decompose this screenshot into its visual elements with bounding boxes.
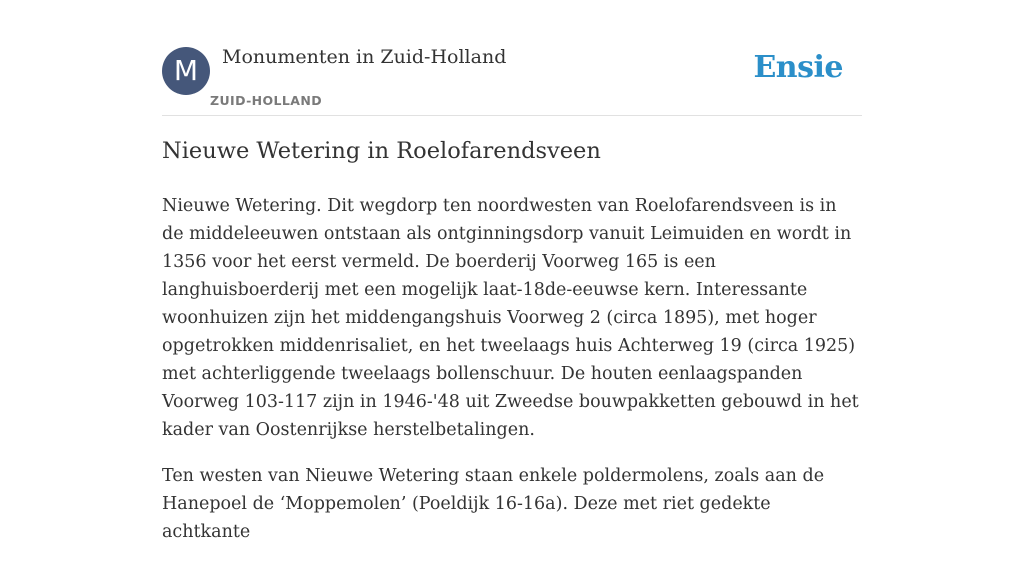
paragraph-2: Ten westen van Nieuwe Wetering staan enkele poldermolens, zoals aan de Hanepoel de ‘Moppemolen’ (Poeldijk 16-16a). Deze met riet gedekte achtkante <box>162 466 825 542</box>
site-title-link[interactable]: Monumenten in Zuid-Holland <box>222 46 507 68</box>
paragraph-1: Nieuwe Wetering. Dit wegdorp ten noordwesten van Roelofarendsveen is in de middeleeuwen ontstaan als ontginningsdorp vanuit Leimuiden en wordt in 1356 voor het eerst vermeld. De boerderij Voorweg 165 is een langhuisboerderij met een mogelijk laat-18de-eeuwse kern. Interessante woonhuizen zijn het middengangshuis Voorweg 2 (circa 1895), met hoger opgetrokken middenrisaliet, en het tweelaags huis Achterweg 19 (circa 1925) met achterliggende tweelaags bollenschuur. De houten eenlaagspanden Voorweg 103-117 zijn in 1946-'48 uit Zweedse bouwpakketten gebouwd in het kader van Oostenrijkse herstelbetalingen. <box>162 196 859 440</box>
ensie-logo[interactable]: Ensie <box>753 50 843 85</box>
category-link[interactable]: ZUID-HOLLAND <box>210 93 322 108</box>
article-title: Nieuwe Wetering in Roelofarendsveen <box>162 138 601 164</box>
header <box>162 44 862 116</box>
avatar[interactable]: M <box>162 47 210 95</box>
article-body <box>162 192 862 564</box>
